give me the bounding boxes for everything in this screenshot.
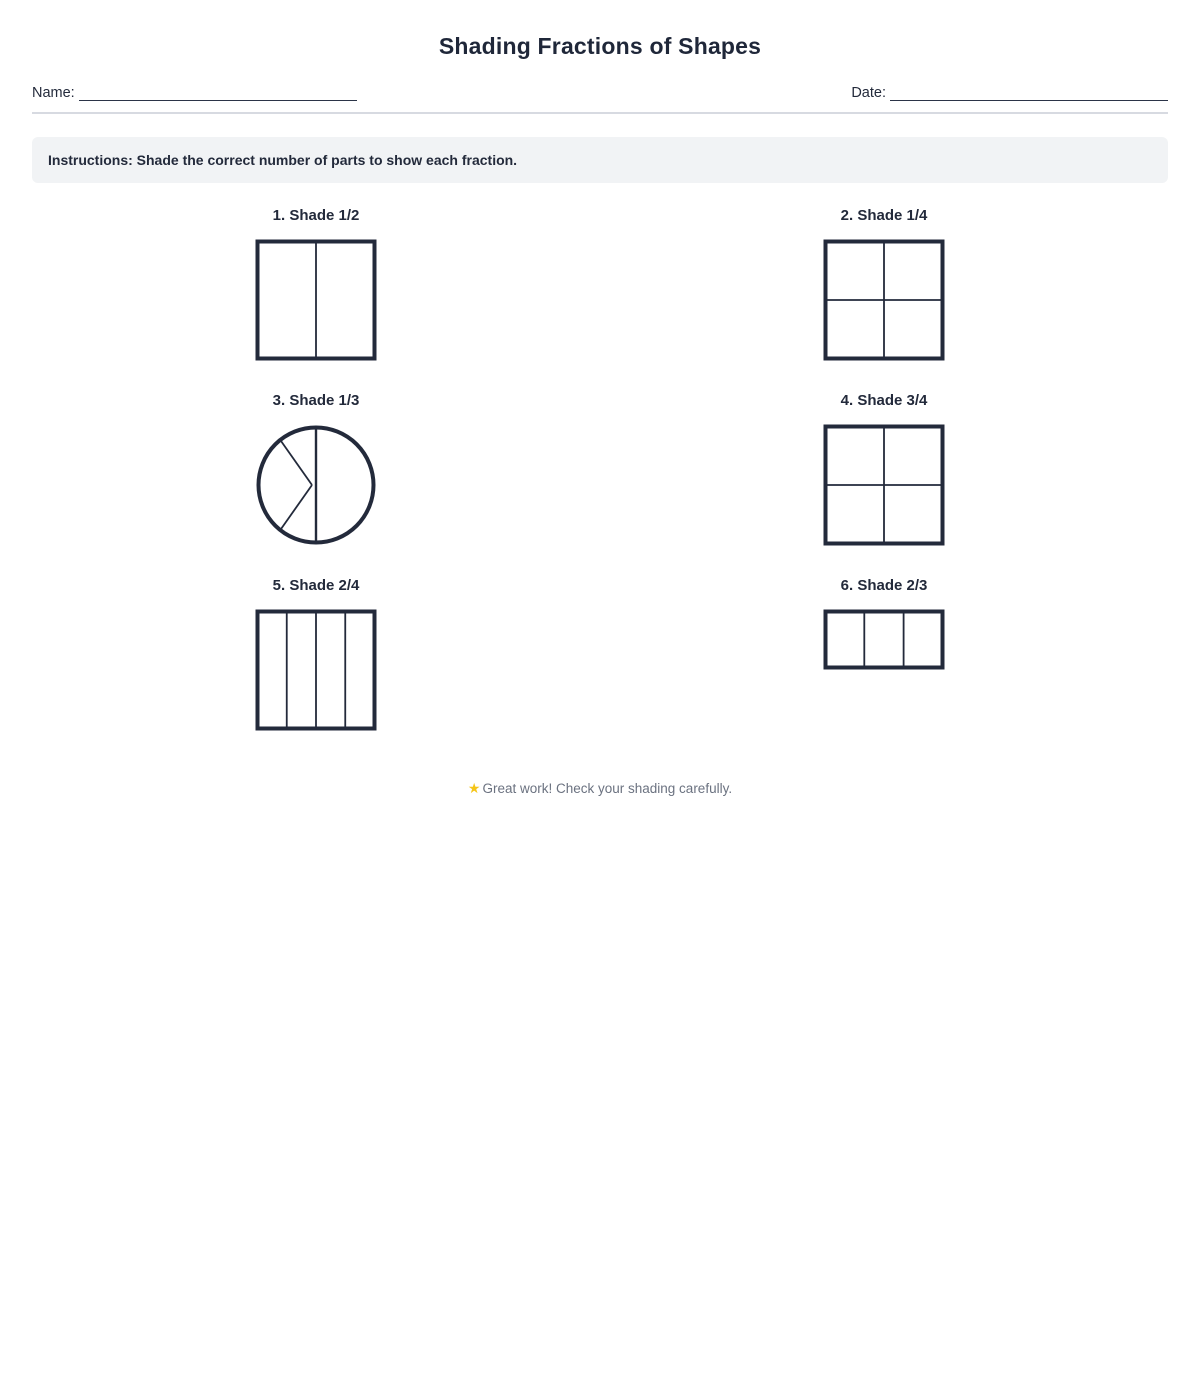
fraction-shape-svg-4 bbox=[823, 424, 945, 546]
star-icon: ★ bbox=[467, 780, 481, 796]
instructions-panel: Instructions: Shade the correct number of parts to show each fraction. bbox=[32, 137, 1168, 183]
problem-label-3: 3. Shade 1/3 bbox=[272, 392, 360, 409]
problem-item-1 bbox=[32, 207, 600, 392]
problem-label-6: 6. Shade 2/3 bbox=[840, 577, 928, 594]
header-divider bbox=[32, 112, 1168, 114]
fraction-shape-svg-5 bbox=[255, 609, 377, 731]
name-input-line[interactable] bbox=[79, 87, 357, 101]
problem-item-5 bbox=[32, 577, 600, 762]
problem-item-6 bbox=[600, 577, 1168, 762]
fraction-shape-svg-3 bbox=[255, 424, 377, 546]
problem-item-3 bbox=[32, 392, 600, 577]
shape-square-halves-1[interactable] bbox=[255, 239, 377, 361]
problem-item-2 bbox=[600, 207, 1168, 392]
problem-label-4: 4. Shade 3/4 bbox=[840, 392, 928, 409]
name-field-group bbox=[32, 85, 357, 101]
date-input-line[interactable] bbox=[890, 87, 1168, 101]
fraction-shape-svg-6 bbox=[823, 609, 945, 670]
problems-grid bbox=[32, 207, 1168, 762]
shape-square-quarters-4[interactable] bbox=[823, 424, 945, 546]
problem-label-5: 5. Shade 2/4 bbox=[272, 577, 360, 594]
shape-rectangle-thirds-6[interactable] bbox=[823, 609, 945, 670]
shape-square-quarters-2[interactable] bbox=[823, 239, 945, 361]
problem-label-1: 1. Shade 1/2 bbox=[272, 207, 360, 224]
date-label: Date: bbox=[851, 85, 886, 101]
date-field-group bbox=[851, 85, 1168, 101]
footer-note bbox=[32, 780, 1168, 797]
problem-label-2: 2. Shade 1/4 bbox=[840, 207, 928, 224]
name-label: Name: bbox=[32, 85, 75, 101]
problem-item-4 bbox=[600, 392, 1168, 577]
page-title: Shading Fractions of Shapes bbox=[438, 33, 762, 59]
shape-square-fourths-5[interactable] bbox=[255, 609, 377, 731]
name-date-row bbox=[32, 85, 1168, 101]
fraction-shape-svg-1 bbox=[255, 239, 377, 361]
shape-circle-thirds-3[interactable] bbox=[255, 424, 377, 546]
fraction-shape-svg-2 bbox=[823, 239, 945, 361]
footer-text: Great work! Check your shading carefully. bbox=[482, 781, 733, 796]
